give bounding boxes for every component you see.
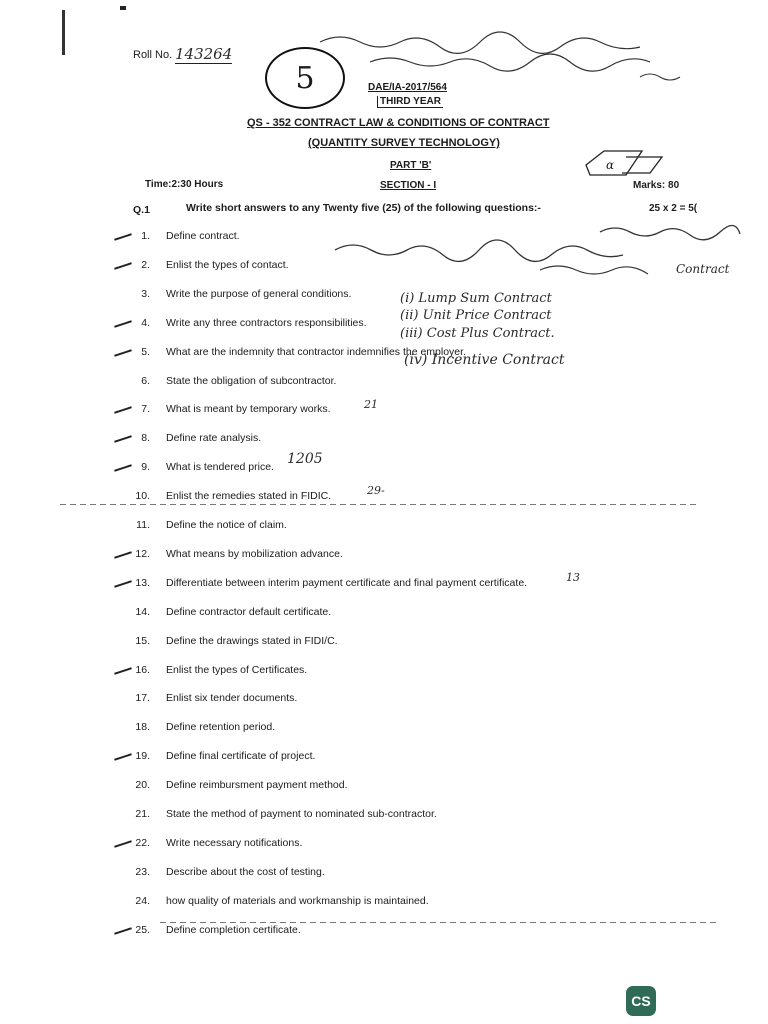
question-instruction: Write short answers to any Twenty five (25) of the following questions:-	[186, 202, 541, 214]
question-text: Enlist the remedies stated in FIDIC.	[166, 490, 332, 502]
question-number: 4.	[141, 317, 150, 329]
handwritten-note-q9: 1205	[287, 451, 323, 467]
exam-time: Time:2:30 Hours	[145, 179, 224, 190]
separator-line	[160, 922, 720, 923]
binding-edge-mark	[62, 10, 65, 55]
roll-number-value: 143264	[175, 45, 233, 63]
question-number: 17.	[135, 692, 150, 704]
question-text: Write necessary notifications.	[166, 837, 303, 849]
question-number: 14.	[135, 606, 150, 618]
question-text: Define rate analysis.	[166, 432, 262, 444]
question-number: 2.	[141, 259, 150, 271]
question-text: Write any three contractors responsibilities.	[166, 317, 367, 329]
question-text: Define retention period.	[166, 721, 276, 733]
question-text: Define final certificate of project.	[166, 750, 316, 762]
question-number: 11.	[136, 519, 150, 531]
circled-score-value: 5	[295, 60, 315, 96]
question-text: how quality of materials and workmanship is maintained.	[166, 895, 429, 907]
question-text: Write the purpose of general conditions.	[166, 288, 352, 300]
question-number: 6.	[141, 375, 150, 387]
handwritten-note-q7: 21	[364, 398, 378, 411]
question-text: Define completion certificate.	[166, 924, 301, 936]
question-label: Q.1	[133, 204, 150, 216]
question-text: What are the indemnity that contractor indemnifies the employer.	[166, 346, 466, 358]
question-number: 7.	[141, 403, 150, 415]
question-text: What means by mobilization advance.	[166, 548, 343, 560]
handwritten-contract-type-1: (i) Lump Sum Contract	[400, 291, 552, 306]
question-text: Define the drawings stated in FIDI/C.	[166, 635, 338, 647]
question-number: 20.	[135, 779, 150, 791]
handwritten-note-contract: Contract	[676, 262, 730, 276]
roll-number-label: Roll No.	[133, 49, 173, 61]
program-title: (QUANTITY SURVEY TECHNOLOGY)	[308, 137, 500, 149]
question-text: Define the notice of claim.	[166, 519, 287, 531]
question-number: 10.	[135, 490, 150, 502]
question-number: 25.	[135, 924, 150, 936]
question-text: State the method of payment to nominated sub-contractor.	[166, 808, 437, 820]
subject-title: QS - 352 CONTRACT LAW & CONDITIONS OF CONTRACT	[247, 117, 550, 129]
question-text: State the obligation of subcontractor.	[166, 375, 337, 387]
question-number: 21.	[135, 808, 150, 820]
question-text: Define reimbursment payment method.	[166, 779, 348, 791]
question-number: 16.	[135, 664, 150, 676]
question-text: What is tendered price.	[166, 461, 274, 473]
question-text: Define contractor default certificate.	[166, 606, 332, 618]
question-number: 18.	[135, 721, 150, 733]
question-text: Enlist the types of Certificates.	[166, 664, 308, 676]
scan-speck	[120, 6, 126, 10]
total-marks: Marks: 80	[633, 180, 680, 191]
handwritten-contract-type-4: (iv) Incentive Contract	[404, 352, 565, 368]
handwritten-contract-type-2: (ii) Unit Price Contract	[400, 308, 552, 323]
question-number: 1.	[141, 230, 150, 242]
question-text: Enlist six tender documents.	[166, 692, 298, 704]
question-text: Describe about the cost of testing.	[166, 866, 325, 878]
question-text: What is meant by temporary works.	[166, 403, 331, 415]
scanner-app-logo: CS	[626, 986, 656, 1016]
handwritten-note-q10: 29-	[367, 484, 385, 497]
handwritten-note-q13: 13	[566, 571, 580, 584]
year-label: THIRD YEAR	[377, 96, 443, 108]
question-number: 9.	[141, 461, 150, 473]
question-text: Differentiate between interim payment certificate and final payment certificate.	[166, 577, 528, 589]
boxed-scribble	[582, 147, 672, 179]
question-number: 5.	[141, 346, 150, 358]
question-number: 24.	[135, 895, 150, 907]
question-number: 22.	[135, 837, 150, 849]
question-number: 19.	[135, 750, 150, 762]
question-number: 15.	[135, 635, 150, 647]
paper-code: DAE/IA-2017/564	[368, 82, 447, 93]
section-label: SECTION - I	[380, 180, 437, 191]
question-number: 8.	[141, 432, 150, 444]
question-number: 12.	[135, 548, 150, 560]
question-text: Define contract.	[166, 230, 240, 242]
urdu-handwriting-answer	[330, 220, 750, 290]
part-label: PART 'B'	[390, 160, 432, 171]
separator-line	[60, 504, 700, 505]
svg-text:α: α	[606, 158, 615, 172]
question-score: 25 x 2 = 5(	[649, 203, 698, 214]
question-number: 3.	[141, 288, 150, 300]
handwritten-contract-type-3: (iii) Cost Plus Contract.	[400, 326, 555, 341]
question-number: 23.	[135, 866, 150, 878]
question-text: Enlist the types of contact.	[166, 259, 289, 271]
question-number: 13.	[135, 577, 150, 589]
